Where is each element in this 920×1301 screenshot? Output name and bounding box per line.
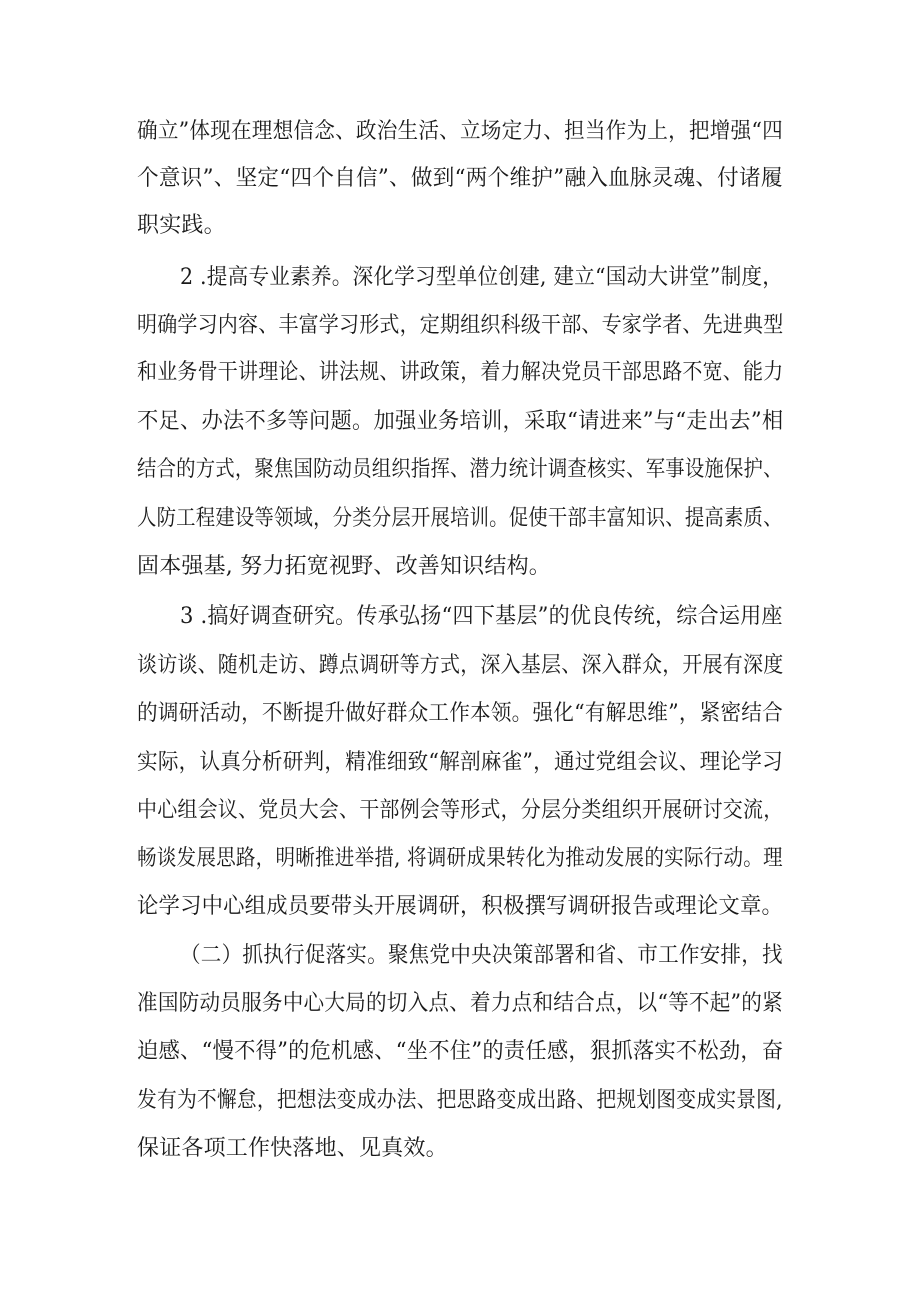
text-line: 不足、办法不多等问题。加强业务培训，采取“请进来”与“走出去”相 — [137, 409, 784, 434]
text-line: 保证各项工作快落地、见真效。 — [137, 1136, 448, 1161]
text-line: 固本强基, 努力拓宽视野、改善知识结构。 — [137, 554, 551, 579]
text-line: 准国防动员服务中心大局的切入点、着力点和结合点，以“等不起”的紧 — [137, 991, 783, 1016]
text-line: 的调研活动，不断提升做好群众工作本领。强化“有解思维”，紧密结合 — [137, 701, 783, 726]
text-line: 3 .搞好调查研究。传承弘扬“四下基层”的优良传统，综合运用座 — [180, 604, 783, 629]
text-line: （二）抓执行促落实。聚焦党中央决策部署和省、市工作安排，找 — [180, 943, 783, 968]
text-line: 明确学习内容、丰富学习形式，定期组织科级干部、专家学者、先进典型 — [137, 313, 784, 338]
text-line: 谈访谈、随机走访、蹲点调研等方式，深入基层、深入群众，开展有深度 — [137, 653, 784, 678]
text-line: 确立”体现在理想信念、政治生活、立场定力、担当作为上，把增强“四 — [137, 119, 783, 144]
text-line: 2 .提高专业素养。深化学习型单位创建, 建立“国动大讲堂”制度， — [180, 265, 784, 290]
text-line: 和业务骨干讲理论、讲法规、讲政策，着力解决党员干部思路不宽、能力 — [137, 360, 784, 385]
text-line: 论学习中心组成员要带头开展调研，积极撰写调研报告或理论文章。 — [137, 894, 784, 919]
text-line: 实际，认真分析研判，精准细致“解剖麻雀”，通过党组会议、理论学习 — [137, 750, 783, 775]
text-line: 迫感、“慢不得”的危机感、“坐不住”的责任感，狠抓落实不松劲，奋 — [137, 1039, 784, 1064]
text-line: 人防工程建设等领域，分类分层开展培训。促使干部丰富知识、提高素质、 — [137, 506, 783, 531]
text-line: 结合的方式，聚焦国防动员组织指挥、潜力统计调查核实、军事设施保护、 — [137, 457, 783, 482]
text-line: 职实践。 — [137, 213, 226, 238]
text-line: 发有为不懈怠，把想法变成办法、把思路变成出路、把规划图变成实景图, — [137, 1088, 783, 1113]
text-line: 个意识”、坚定“四个自信”、做到“两个维护”融入血脉灵魂、付诸履 — [137, 166, 783, 191]
text-line: 中心组会议、党员大会、干部例会等形式，分层分类组织开展研讨交流， — [137, 798, 784, 823]
text-line: 畅谈发展思路，明晰推进举措, 将调研成果转化为推动发展的实际行动。理 — [137, 846, 783, 871]
